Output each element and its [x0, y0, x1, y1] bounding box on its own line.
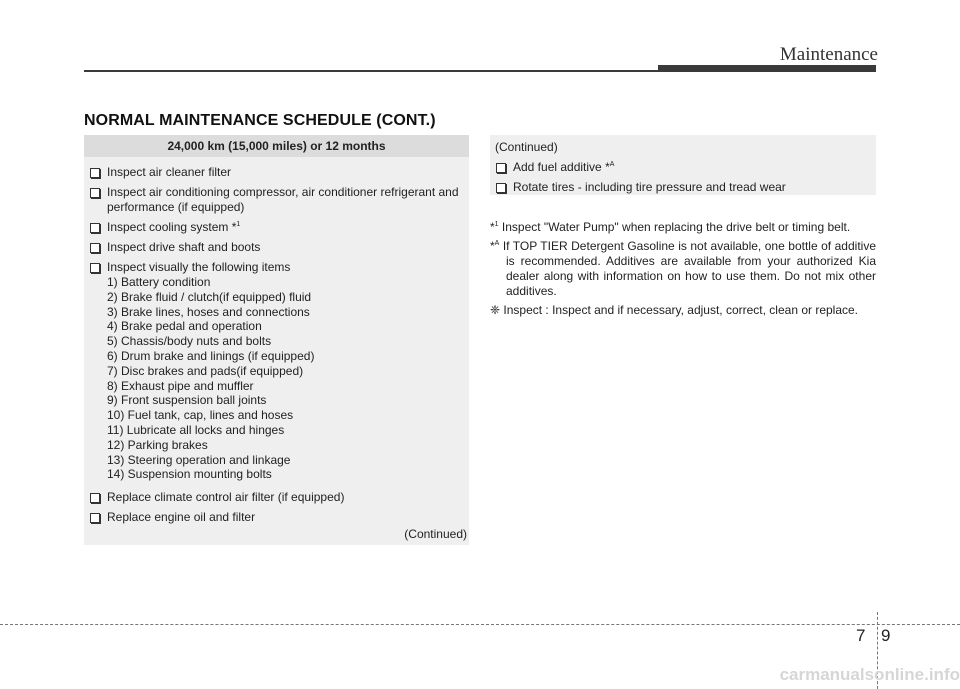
- schedule-items-right: [490, 160, 876, 195]
- checkbox-icon: [90, 263, 100, 273]
- footnote: *$^A$ If TOP TIER Detergent Gasoline is not available, one bottle of additive is recommended. Additives are available from your authorized Kia dealer along with information on how to use them. Do not mix other additives.: [490, 239, 876, 298]
- list-item: 1) Battery condition: [107, 275, 211, 289]
- schedule-item: Add fuel additive *$^A$: [496, 160, 870, 175]
- footnote-mark: 1: [236, 221, 241, 228]
- list-item: 9) Front suspension ball joints: [107, 393, 267, 408]
- list-item: 6) Drum brake and linings (if equipped): [107, 348, 315, 363]
- list-item: 7) Disc brakes and pads(if equipped): [107, 363, 304, 378]
- schedule-item: Inspect air cleaner filter: [90, 165, 463, 180]
- continued-label: (Continued): [495, 140, 558, 154]
- schedule-item: Inspect visually the following items: [90, 260, 463, 275]
- schedule-item: Inspect cooling system *$^1$: [90, 220, 463, 235]
- list-item: 12) Parking brakes: [107, 437, 208, 452]
- schedule-item: Inspect drive shaft and boots: [90, 240, 463, 255]
- visual-inspection-list: [90, 275, 463, 482]
- header-rule-thick: [658, 65, 876, 72]
- checkbox-icon: [90, 493, 100, 503]
- checkbox-icon: [90, 168, 100, 178]
- schedule-items-left: [84, 157, 469, 525]
- footnote-mark: A: [609, 161, 615, 168]
- list-item: 8) Exhaust pipe and muffler: [107, 378, 254, 393]
- schedule-panel-right: [490, 135, 876, 195]
- schedule-item: Rotate tires - including tire pressure and tread wear: [496, 180, 870, 195]
- footnotes: [490, 220, 876, 322]
- footnote: ❈ Inspect : Inspect and if necessary, adjust, correct, clean or replace.: [490, 303, 859, 317]
- footer-divider: [0, 624, 960, 625]
- section-title: NORMAL MAINTENANCE SCHEDULE (CONT.): [84, 112, 436, 129]
- list-item: 2) Brake fluid / clutch(if equipped) fluid: [107, 289, 312, 304]
- schedule-item: Replace engine oil and filter: [90, 510, 463, 525]
- list-item: 5) Chassis/body nuts and bolts: [107, 334, 272, 349]
- watermark: carmanualsonline.info: [779, 665, 960, 684]
- footnote: *$^1$ Inspect "Water Pump" when replacing the drive belt or timing belt.: [490, 220, 851, 234]
- list-item: 14) Suspension mounting bolts: [107, 467, 272, 482]
- interval-heading: 24,000 km (15,000 miles) or 12 months: [84, 135, 469, 157]
- list-item: 4) Brake pedal and operation: [107, 319, 262, 334]
- header-rule-thin: [84, 70, 660, 72]
- checkbox-icon: [90, 223, 100, 233]
- schedule-panel-left: [84, 135, 469, 545]
- list-item: 10) Fuel tank, cap, lines and hoses: [107, 408, 294, 423]
- list-item: 11) Lubricate all locks and hinges: [107, 422, 285, 437]
- inspect-symbol-icon: ❈: [490, 303, 501, 317]
- checkbox-icon: [496, 183, 506, 193]
- list-item: 3) Brake lines, hoses and connections: [107, 304, 310, 319]
- chapter-number: 7: [856, 626, 866, 645]
- schedule-item: Replace climate control air filter (if equipped): [90, 490, 463, 505]
- checkbox-icon: [90, 188, 100, 198]
- page-number: 9: [881, 626, 891, 645]
- header-title: Maintenance: [779, 44, 878, 65]
- checkbox-icon: [496, 163, 506, 173]
- checkbox-icon: [90, 513, 100, 523]
- list-item: 13) Steering operation and linkage: [107, 452, 291, 467]
- continued-label: (Continued): [404, 527, 467, 541]
- checkbox-icon: [90, 243, 100, 253]
- schedule-item: Inspect air conditioning compressor, air conditioner refrigerant and performance (if equipped): [90, 185, 463, 215]
